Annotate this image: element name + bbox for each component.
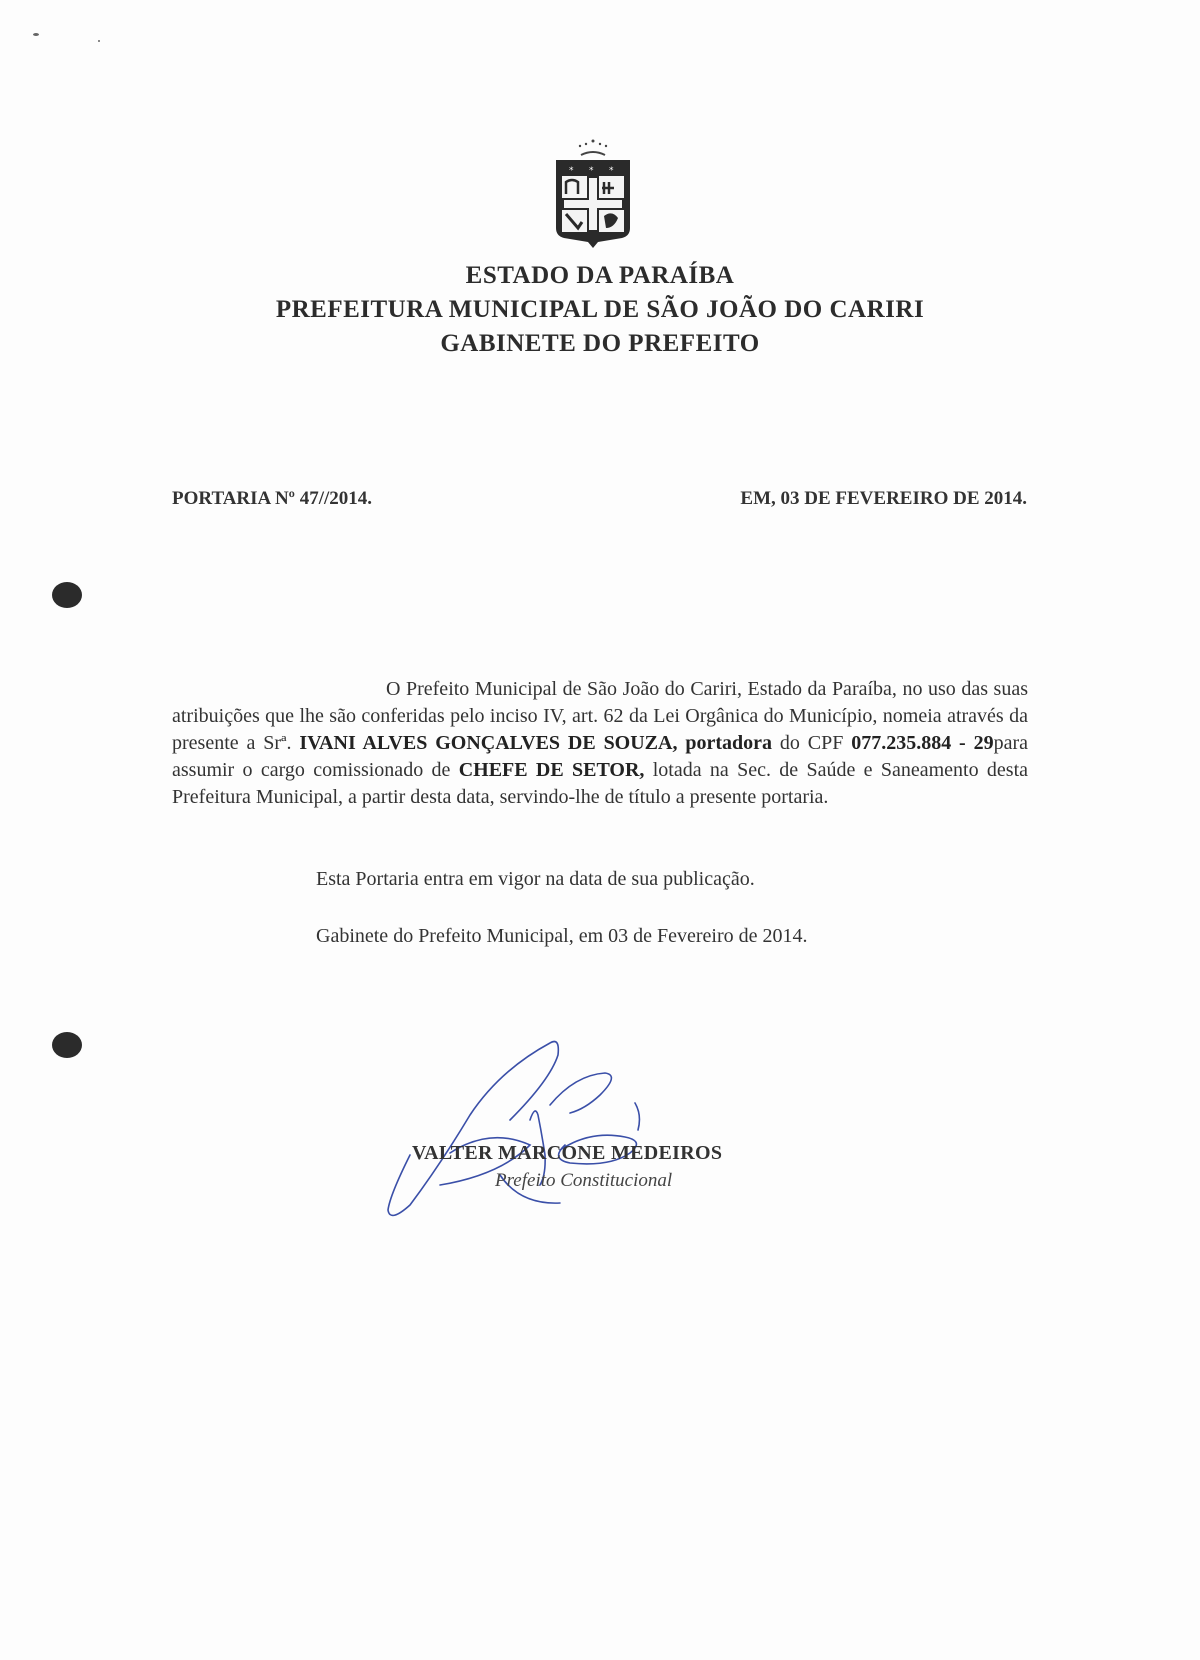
scan-speck	[98, 40, 100, 42]
effective-clause: Esta Portaria entra em vigor na data de sua publicação.	[316, 868, 755, 890]
document-date: EM, 03 DE FEVEREIRO DE 2014.	[740, 488, 1027, 509]
header-state: ESTADO DA PARAÍBA	[465, 262, 735, 289]
paragraph-text: para assumir o cargo comissionado de	[172, 732, 1028, 781]
svg-text:*: *	[609, 166, 614, 176]
punch-hole-top	[52, 582, 82, 608]
signer-title: Prefeito Constitucional	[495, 1170, 673, 1191]
main-paragraph	[172, 676, 1028, 811]
handwritten-signature	[380, 1035, 700, 1225]
scan-speck	[33, 33, 39, 36]
signer-name: VALTER MARCONE MEDEIROS	[412, 1142, 723, 1164]
coat-of-arms-emblem	[552, 138, 634, 250]
paragraph-text: do CPF	[772, 732, 852, 754]
paragraph-text: O Prefeito Municipal de São João do Cariri, Estado da Paraíba, no uso das suas atribuições que lhe são conferidas pelo inciso IV, art. 62 da Lei Orgânica do Município, nomeia através da presente a Srª.	[172, 678, 1028, 754]
role-title: CHEFE DE SETOR,	[458, 759, 645, 781]
svg-text:*: *	[589, 166, 594, 176]
header-prefecture: PREFEITURA MUNICIPAL DE SÃO JOÃO DO CARIRI	[275, 296, 925, 323]
closing-clause: Gabinete do Prefeito Municipal, em 03 de Fevereiro de 2014.	[316, 925, 808, 947]
appointee-name: IVANI ALVES GONÇALVES DE SOUZA, portadora	[299, 732, 772, 754]
paragraph-text: lotada na Sec. de Saúde e Saneamento desta Prefeitura Municipal, a partir desta data, servindo-lhe de título a presente portaria.	[172, 759, 1029, 808]
svg-text:*: *	[569, 166, 574, 176]
punch-hole-bottom	[52, 1032, 82, 1058]
portaria-number: PORTARIA Nº 47//2014.	[172, 488, 373, 509]
cpf-number: 077.235.884 - 29	[851, 732, 994, 754]
header-office: GABINETE DO PREFEITO	[440, 330, 760, 357]
